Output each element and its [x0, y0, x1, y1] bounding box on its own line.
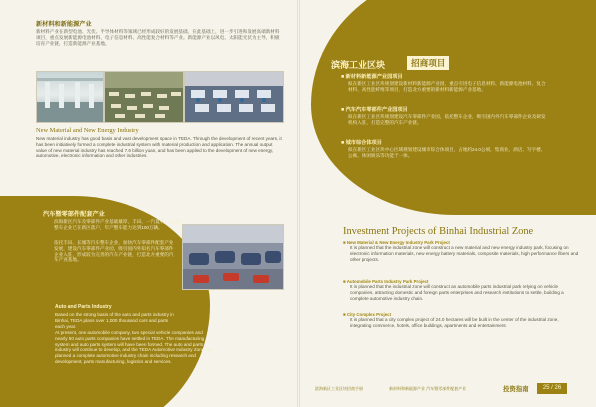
project-item-3-title: ■ 城市综合体项目 — [341, 140, 382, 146]
project-item-3-body: 拟在新区工业区块中心区域规划建设城市综合体项目，占地约24.0公顷，集商业、酒店、写字楼、公寓、休闲娱乐等功能于一体。 — [348, 147, 546, 158]
right-page — [299, 0, 596, 407]
en-project-item-3 — [343, 312, 581, 329]
project-item-2-body: 拟在新区工业区块规划建设汽车零部件产业园，依托整车企业，吸引国内外汽车零部件企业及研发机构入驻，打造完整的汽车产业链。 — [348, 114, 546, 125]
en-project-item-3-title: ■ City Complex Project — [343, 312, 392, 317]
section2-title: 汽车暨零部件配套产业 — [43, 211, 105, 218]
section2-en-body2: At present, one automobile company, two special vehicle companies and nearly 50 auto parts companies have settled in TEDA. The manufacturing system and auto parts system will have been formed. The auto and parts industry will continue to develop, and the TEDA Automotive Industry Zone has planned a complete automotive industry chain including research and development, parts manufacturing, logistics and services. — [55, 330, 213, 364]
factory-photo-3 — [184, 71, 284, 123]
en-project-item-3-body: It is planned that a city complex project of 24.0 hectares will be built in the center of the industrial zone, integrating commerce, hotels, office buildings, apartments and entertainment. — [350, 317, 559, 328]
project-item-2 — [341, 106, 547, 126]
section1-title: 新材料和新能源产业 — [36, 21, 92, 28]
section2-en-body1: Based on the strong basis of the auto and parts industry in Binhai, TEDA plans over 1,000 thousand cars and parts each year. — [55, 312, 174, 329]
en-project-item-1-title: ■ New Material & New Energy Industry Park Project — [343, 240, 450, 245]
en-project-item-2-body: It is planned that the industrial zone will construct an automobile parts industrial park relying on vehicle companies, attracting domestic and foreign parts enterprises and research institutions to settle, building a complete automotive industry chain. — [350, 284, 564, 301]
project-item-1 — [341, 73, 547, 93]
en-project-item-1 — [343, 240, 581, 262]
section2-body1: 滨海新区汽车及零部件产业基础雄厚，丰田、一汽夏利、长城等整车企业已在新区落户，年产整车能力达到100万辆。 — [54, 219, 183, 230]
page-numbers: 25 / 26 — [537, 383, 567, 394]
section2-en-title: Auto and Parts Industry — [55, 304, 112, 310]
section2-body2: 依托丰田、长城等汽车整车企业，加快汽车零部件配套产业发展，建设汽车零部件产业园，吸引国内外知名汽车零部件企业入驻，形成较为完善的汽车产业链，打造北方重要的汽车产业基地。 — [54, 240, 174, 263]
english-section-title: Investment Projects of Binhai Industrial Zone — [343, 226, 534, 237]
section1-en-title: New Material and New Energy Industry — [36, 127, 139, 134]
en-project-item-2-title: ■ Automobile Parts Industry Park Project — [343, 279, 429, 284]
en-project-item-2 — [343, 279, 581, 301]
footer-band — [299, 383, 596, 397]
project-item-1-body: 拟在新区工业区块规划建设新材料新能源产业园，重点引进电子信息材料、新能源电池材料、复合材料、高性能纤维等项目，打造北方重要的新材料新能源产业基地。 — [348, 81, 546, 92]
en-project-item-1-body: It is planned that the industrial zone will construct a new material and new energy industry park, focusing on electronic information materials, new energy battery materials, composite materials, high performance fibers and other projects. — [350, 245, 579, 262]
factory-photo-2 — [104, 71, 184, 123]
header-badge: 招商项目 — [407, 56, 449, 70]
project-item-3 — [341, 139, 547, 159]
project-item-2-title: ■ 汽车汽车零部件产业园项目 — [341, 107, 408, 113]
footer-mid-text: 新材料和新能源产业 汽车暨零部件配套产业 — [389, 386, 467, 391]
header-title: 滨海工业区块 — [331, 61, 386, 71]
project-item-1-title: ■ 新材料新能源产业园项目 — [341, 74, 403, 80]
footer-left-text: 滨海新区工业区块招商手册 — [315, 386, 363, 391]
section1-en-body: New material industry has good basis and vast development space in TEDA. Through the development of recent years, it has been initiatively formed a complete industrial system with material production and application. The annual output value of new material industry has reached 7.6 billion yuan, and has been applied to the development of new energy, automotive, electronic information and other industries. — [36, 136, 282, 159]
factory-photo-1 — [36, 71, 104, 123]
section1-body: 新材料产业在新型电池、光伏、半导体材料等领域已经形成较好的发展基础，在此基础上，进一步引进和发展高端新材料项目，重点发展新能源电池材料、电子信息材料、高性能复合材料等产业。新能源产业以风电、太阳能光伏为主导，积极培育产业链，打造新能源产业基地。 — [36, 29, 280, 46]
auto-factory-photo — [182, 224, 284, 290]
footer-brand: 投资指南 — [503, 385, 529, 393]
